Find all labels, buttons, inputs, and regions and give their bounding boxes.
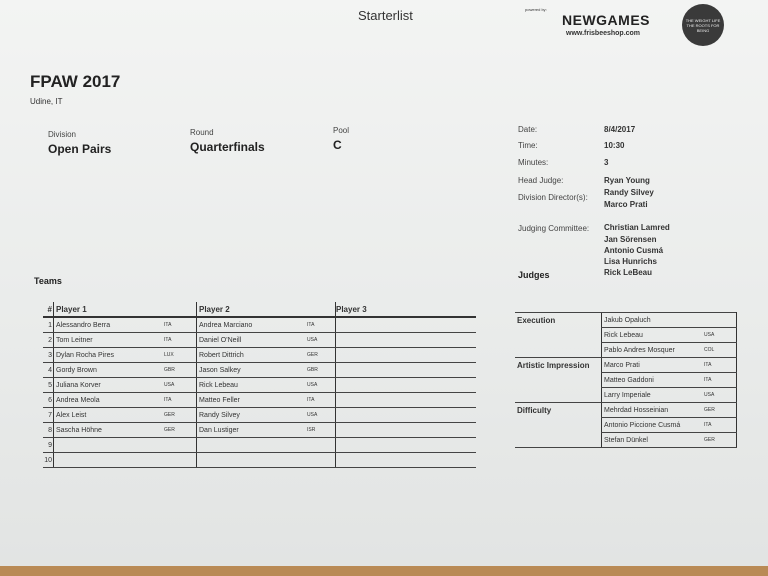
table-row bbox=[43, 317, 476, 333]
teams-heading: Teams bbox=[34, 276, 62, 286]
time-label: Time: bbox=[518, 141, 538, 150]
player1-name: Dylan Rocha Pires bbox=[54, 348, 165, 363]
player2-name: Andrea Marciano bbox=[197, 317, 308, 333]
table-row bbox=[43, 423, 476, 438]
table-row bbox=[515, 313, 737, 328]
table-row bbox=[43, 333, 476, 348]
judge-name: Mehrdad Hosseinian bbox=[602, 403, 705, 418]
player3-cell bbox=[336, 408, 477, 423]
judges-table bbox=[515, 312, 737, 448]
row-number: 4 bbox=[43, 363, 54, 378]
player1-name: Sascha Höhne bbox=[54, 423, 165, 438]
player1-name: Alex Leist bbox=[54, 408, 165, 423]
table-row bbox=[515, 343, 737, 358]
player1-country bbox=[164, 453, 197, 468]
minutes-value: 3 bbox=[604, 158, 609, 167]
judge-name: Antonio Piccione Cusmá bbox=[602, 418, 705, 433]
player2-name: Rick Lebeau bbox=[197, 378, 308, 393]
player3-cell bbox=[336, 378, 477, 393]
player3-cell bbox=[336, 317, 477, 333]
event-name: FPAW 2017 bbox=[30, 72, 121, 91]
committee-member: Antonio Cusmá bbox=[604, 246, 664, 255]
player3-cell bbox=[336, 348, 477, 363]
judge-name: Marco Prati bbox=[602, 358, 705, 373]
player1-name: Alessandro Berra bbox=[54, 317, 165, 333]
player1-name: Tom Leitner bbox=[54, 333, 165, 348]
logo-powered-by: powered by: bbox=[525, 7, 547, 12]
division-label: Division bbox=[48, 130, 77, 139]
player3-cell bbox=[336, 438, 477, 453]
judge-category bbox=[515, 343, 602, 358]
player1-name bbox=[54, 453, 165, 468]
judge-country: USA bbox=[704, 388, 737, 403]
player3-cell bbox=[336, 333, 477, 348]
player2-country bbox=[307, 453, 336, 468]
date-label: Date: bbox=[518, 125, 538, 134]
player2-country bbox=[307, 438, 336, 453]
head-judge-value: Ryan Young bbox=[604, 176, 650, 185]
row-number: 8 bbox=[43, 423, 54, 438]
judge-category: Difficulty bbox=[517, 405, 552, 415]
judge-category bbox=[515, 433, 602, 448]
player3-cell bbox=[336, 393, 477, 408]
judge-name: Matteo Gaddoni bbox=[602, 373, 705, 388]
judge-country: USA bbox=[704, 328, 737, 343]
player2-name bbox=[197, 453, 308, 468]
player2-name: Robert Dittrich bbox=[197, 348, 308, 363]
table-row bbox=[515, 433, 737, 448]
judge-category bbox=[515, 328, 602, 343]
player2-name: Dan Lustiger bbox=[197, 423, 308, 438]
table-row bbox=[43, 438, 476, 453]
player1-country: GBR bbox=[164, 363, 197, 378]
table-row bbox=[515, 373, 737, 388]
player2-country: GBR bbox=[307, 363, 336, 378]
col-player2-header: Player 2 bbox=[197, 302, 308, 317]
player1-country: ITA bbox=[164, 317, 197, 333]
judge-country: ITA bbox=[704, 418, 737, 433]
col-number-header: # bbox=[43, 302, 54, 317]
col-player3-header: Player 3 bbox=[336, 302, 477, 317]
badge-logo bbox=[682, 4, 724, 46]
player2-country: USA bbox=[307, 408, 336, 423]
table-row bbox=[43, 453, 476, 468]
committee-member: Christian Lamred bbox=[604, 223, 670, 232]
judges-heading: Judges bbox=[518, 270, 550, 280]
row-number: 2 bbox=[43, 333, 54, 348]
player1-country: GER bbox=[164, 408, 197, 423]
player1-country bbox=[164, 438, 197, 453]
player2-name: Matteo Feller bbox=[197, 393, 308, 408]
player1-name: Gordy Brown bbox=[54, 363, 165, 378]
player1-name: Andrea Meola bbox=[54, 393, 165, 408]
player2-name: Jason Salkey bbox=[197, 363, 308, 378]
newgames-logo: NEWGAMES bbox=[562, 12, 650, 28]
row-number: 7 bbox=[43, 408, 54, 423]
player1-name bbox=[54, 438, 165, 453]
player2-country: USA bbox=[307, 333, 336, 348]
player1-country: ITA bbox=[164, 333, 197, 348]
row-number: 10 bbox=[43, 453, 54, 468]
minutes-label: Minutes: bbox=[518, 158, 549, 167]
judge-country: GER bbox=[704, 403, 737, 418]
judge-category: Artistic Impression bbox=[517, 360, 590, 370]
player2-country: ISR bbox=[307, 423, 336, 438]
player1-country: GER bbox=[164, 423, 197, 438]
table-row bbox=[515, 403, 737, 418]
player3-cell bbox=[336, 453, 477, 468]
judge-category bbox=[515, 418, 602, 433]
player2-country: ITA bbox=[307, 393, 336, 408]
teams-header-row bbox=[43, 302, 476, 317]
judge-country: ITA bbox=[704, 373, 737, 388]
document-title: Starterlist bbox=[358, 8, 413, 23]
committee-member: Rick LeBeau bbox=[604, 268, 653, 277]
date-value: 8/4/2017 bbox=[604, 125, 636, 134]
judge-category bbox=[515, 373, 602, 388]
player2-country: USA bbox=[307, 378, 336, 393]
player3-cell bbox=[336, 363, 477, 378]
judge-category bbox=[515, 388, 602, 403]
table-row bbox=[515, 328, 737, 343]
round-label: Round bbox=[190, 128, 214, 137]
row-number: 3 bbox=[43, 348, 54, 363]
player2-country: GER bbox=[307, 348, 336, 363]
division-value: Open Pairs bbox=[48, 142, 112, 156]
row-number: 9 bbox=[43, 438, 54, 453]
player2-country: ITA bbox=[307, 317, 336, 333]
judge-category: Execution bbox=[517, 315, 556, 325]
judge-name: Pablo Andres Mosquer bbox=[602, 343, 705, 358]
time-value: 10:30 bbox=[604, 141, 625, 150]
judge-name: Rick Lebeau bbox=[602, 328, 705, 343]
player1-country: LUX bbox=[164, 348, 197, 363]
judge-country: COL bbox=[704, 343, 737, 358]
col-player1-header: Player 1 bbox=[54, 302, 165, 317]
round-value: Quarterfinals bbox=[190, 140, 265, 154]
judge-country: GER bbox=[704, 433, 737, 448]
badge-text: THE WEIGHT LIFE THE ROOTS FOR BEING bbox=[685, 17, 721, 33]
player3-cell bbox=[336, 423, 477, 438]
table-row bbox=[515, 358, 737, 373]
judge-name: Stefan Dünkel bbox=[602, 433, 705, 448]
division-director-label: Division Director(s): bbox=[518, 193, 588, 202]
judge-name: Larry Imperiale bbox=[602, 388, 705, 403]
judge-country bbox=[704, 313, 737, 328]
pool-value: C bbox=[333, 138, 342, 152]
table-row bbox=[43, 378, 476, 393]
player1-country: USA bbox=[164, 378, 197, 393]
division-director-value: Randy Silvey bbox=[604, 188, 654, 197]
player2-name: Randy Silvey bbox=[197, 408, 308, 423]
committee-member: Lisa Hunrichs bbox=[604, 257, 657, 266]
division-director-value-2: Marco Prati bbox=[604, 200, 648, 209]
table-row bbox=[43, 408, 476, 423]
judging-committee-label: Judging Committee: bbox=[518, 224, 590, 233]
committee-member: Jan Sörensen bbox=[604, 235, 657, 244]
table-row bbox=[515, 418, 737, 433]
judge-name: Jakub Opaluch bbox=[602, 313, 705, 328]
logo-url: www.frisbeeshop.com bbox=[566, 30, 641, 37]
player2-name: Daniel O'Neill bbox=[197, 333, 308, 348]
row-number: 6 bbox=[43, 393, 54, 408]
row-number: 5 bbox=[43, 378, 54, 393]
player1-country: ITA bbox=[164, 393, 197, 408]
row-number: 1 bbox=[43, 317, 54, 333]
head-judge-label: Head Judge: bbox=[518, 176, 564, 185]
event-location: Udine, IT bbox=[30, 97, 63, 106]
player1-name: Juliana Korver bbox=[54, 378, 165, 393]
pool-label: Pool bbox=[333, 126, 350, 135]
player2-name bbox=[197, 438, 308, 453]
table-row bbox=[515, 388, 737, 403]
table-row bbox=[43, 363, 476, 378]
table-row bbox=[43, 348, 476, 363]
judge-country: ITA bbox=[704, 358, 737, 373]
teams-table bbox=[43, 302, 476, 468]
table-row bbox=[43, 393, 476, 408]
